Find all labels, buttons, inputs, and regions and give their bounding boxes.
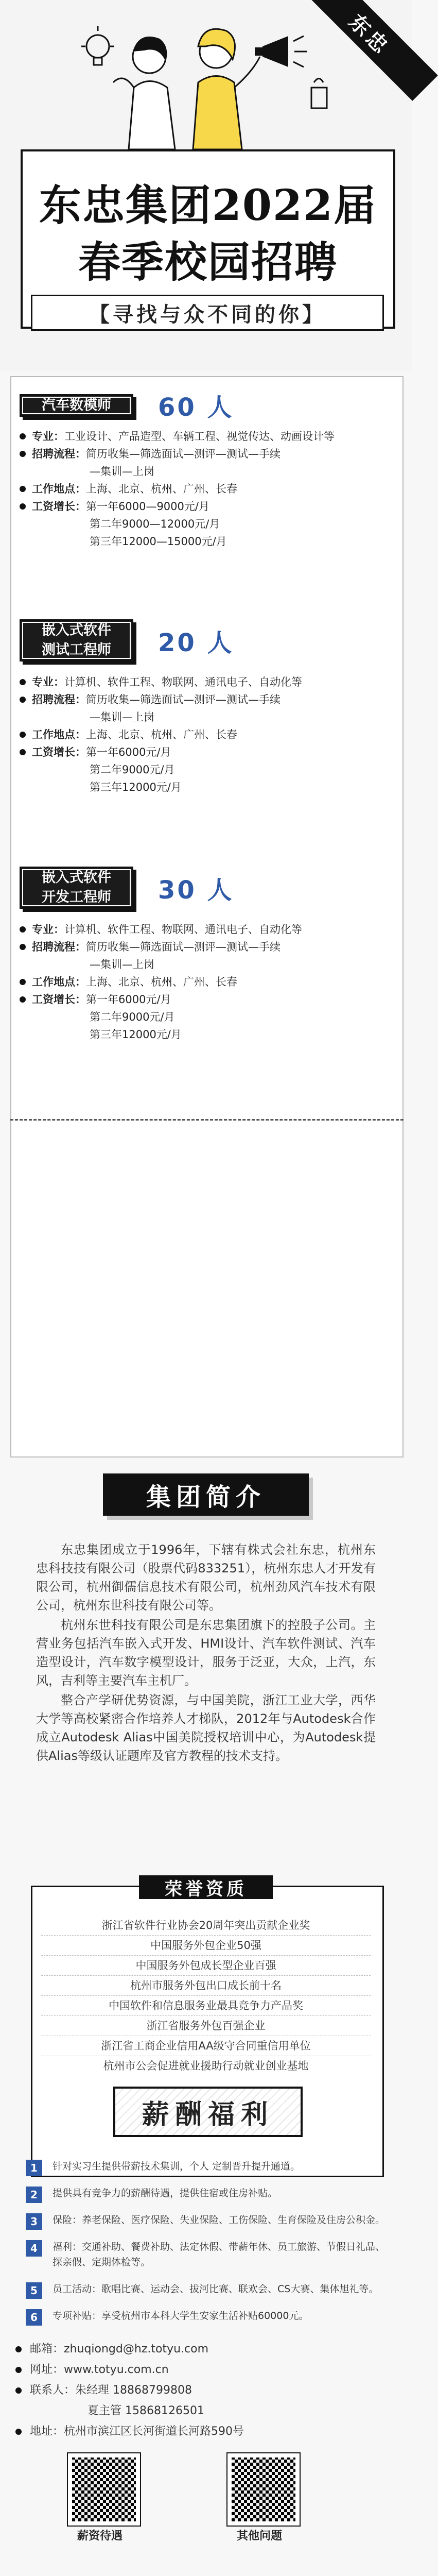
job-details: [20, 921, 395, 1043]
bullet-icon: [20, 486, 26, 492]
job-title: 嵌入式软件: [42, 622, 111, 638]
qr-area: [0, 2473, 412, 2543]
hero-illustration: [77, 10, 335, 149]
job-major: 专业：计算机、软件工程、物联网、通讯电子、自动化等: [20, 921, 395, 938]
bullet-icon: [20, 451, 26, 457]
job-location: 工作地点：上海、北京、杭州、广州、长春: [20, 973, 395, 991]
job-title-tag: [20, 619, 133, 662]
benefits-title: 薪酬福利: [113, 2087, 303, 2137]
job-process: 招聘流程：简历收集—筛选面试—测评—测试—手续 —集训—上岗: [20, 445, 395, 480]
job-headcount: 20 人: [158, 628, 234, 657]
bullet-icon: [15, 2367, 22, 2373]
main-title-line1: 东忠集团2022届: [39, 181, 377, 230]
job-process: 招聘流程：简历收集—筛选面试—测评—测试—手续 —集训—上岗: [20, 938, 395, 973]
benefit-item: 5 员工活动：歌唱比赛、运动会、拔河比赛、联欢会、CS大赛、集体旭礼等。: [26, 2281, 386, 2297]
job-salary: 工资增长：第一年6000—9000元/月 第二年9000—12000元/月 第三年12000—15000元/月: [20, 498, 395, 550]
benefit-number: 2: [26, 2187, 42, 2203]
megaphone-icon: [255, 36, 307, 67]
job-title: 测试工程师: [42, 642, 111, 658]
contact-person: 夏主管 15868126501: [87, 2404, 204, 2417]
honor-item: 浙江省服务外包百强企业: [41, 2016, 371, 2036]
corner-ribbon: 东忠: [303, 0, 438, 101]
job-major: 专业：计算机、软件工程、物联网、通讯电子、自动化等: [20, 673, 395, 691]
bullet-icon: [20, 697, 26, 703]
main-title-line2: 春季校园招聘: [78, 238, 338, 287]
bullet-icon: [20, 996, 26, 1003]
woman-figure-center: [193, 29, 260, 149]
job-process: 招聘流程：简历收集—筛选面试—测评—测试—手续 —集训—上岗: [20, 691, 395, 726]
job-header: [20, 867, 234, 909]
intro-paragraph: 整合产学研优势资源，与中国美院，浙江工业大学，西华大学等高校紧密合作培养人才梯队，2012年与Autodesk合作成立Autodesk Alias中国美院授权培训中心，为Autodesk提供Alias等级认证题库及官方教程的技术支持。: [36, 1693, 376, 1763]
job-major: 专业：工业设计、产品造型、车辆工程、视觉传达、动画设计等: [20, 428, 395, 445]
qr-code-salary[interactable]: [67, 2452, 141, 2527]
bullet-icon: [15, 2387, 22, 2394]
contact-section: [10, 2339, 401, 2442]
bullet-icon: [20, 944, 26, 950]
section-divider: [10, 1119, 404, 1121]
honor-item: 浙江省工商企业信用AA级守合同重信用单位: [41, 2036, 371, 2056]
job-headcount: 30 人: [158, 875, 234, 905]
bullet-icon: [20, 433, 26, 439]
job-salary: 工资增长：第一年6000元/月 第二年9000元/月 第三年12000元/月: [20, 991, 395, 1043]
benefit-item: 4 福利：交通补助、餐费补助、法定休假、带薪年休、员工旅游、节假日礼品、探亲假、定期体检等。: [26, 2239, 386, 2270]
benefit-item: 6 专项补贴：享受杭州市本科大学生安家生活补贴60000元。: [26, 2308, 386, 2324]
benefit-number: 5: [26, 2282, 42, 2299]
benefit-item: 3 保险：养老保险、医疗保险、失业保险、工伤保险、生育保险及住房公积金。: [26, 2212, 386, 2228]
contact-person: 联系人：朱经理 18868799808: [10, 2380, 401, 2401]
bullet-icon: [20, 926, 26, 933]
lightbulb-icon: [81, 26, 114, 65]
qr-label-questions: 其他问题: [237, 2530, 283, 2543]
job-details: [20, 673, 395, 796]
honor-item: 中国服务外包企业50强: [41, 1936, 371, 1956]
bullet-icon: [20, 732, 26, 738]
job-title-tag: [20, 394, 133, 417]
jobs-panel: [10, 376, 404, 1458]
website-link[interactable]: www.totyu.com.cn: [64, 2363, 169, 2376]
job-header: [20, 387, 234, 423]
benefit-item: 1 针对实习生提供带薪技术集训，个人 定制晋升提升通道。: [26, 2159, 386, 2174]
honors-title: 荣誉资质: [139, 1875, 273, 1899]
bullet-icon: [15, 2346, 22, 2352]
job-location: 工作地点：上海、北京、杭州、广州、长春: [20, 480, 395, 498]
email-link[interactable]: zhuqiongd@hz.totyu.com: [64, 2343, 208, 2355]
job-title: 嵌入式软件: [42, 870, 111, 886]
woman-figure-left: [113, 37, 175, 149]
job-salary: 工资增长：第一年6000元/月 第二年9000元/月 第三年12000元/月: [20, 743, 395, 796]
benefit-number: 6: [26, 2309, 42, 2326]
qr-code-questions[interactable]: [226, 2452, 301, 2527]
slogan: 【寻找与众不同的你】: [31, 295, 384, 331]
job-header: [20, 619, 234, 662]
coffee-cup-icon: [311, 79, 327, 109]
intro-title: 集团简介: [103, 1473, 309, 1516]
contact-email: 邮箱：zhuqiongd@hz.totyu.com: [10, 2339, 401, 2360]
honor-item: 杭州市公会促进就业援助行动就业创业基地: [103, 2060, 309, 2072]
bullet-icon: [15, 2429, 22, 2435]
benefit-number: 4: [26, 2240, 42, 2257]
contact-address: 地址：杭州市滨江区长河街道长河路590号: [10, 2421, 401, 2442]
bullet-icon: [20, 679, 26, 685]
job-title-tag: [20, 867, 133, 909]
bullet-icon: [20, 749, 26, 755]
qr-label-salary: 薪资待遇: [77, 2530, 123, 2543]
honor-item: 中国服务外包成长型企业百强: [41, 1956, 371, 1976]
benefit-number: 1: [26, 2160, 42, 2176]
job-details: [20, 428, 395, 550]
job-headcount: 60 人: [158, 393, 234, 422]
benefit-item: 2 提供具有竞争力的薪酬待遇，提供住宿或住房补贴。: [26, 2185, 386, 2201]
benefit-number: 3: [26, 2213, 42, 2230]
intro-paragraph: 杭州东世科技有限公司是东忠集团旗下的控股子公司。主营业务包括汽车嵌入式开发、HMI设计、汽车软件测试、汽车造型设计，汽车数字模型设计，服务于泛亚，大众，上汽，东风，吉利等主要汽车主机厂。: [36, 1618, 376, 1688]
honors-list: [31, 1916, 381, 2076]
job-location: 工作地点：上海、北京、杭州、广州、长春: [20, 726, 395, 743]
job-title: 汽车数模师: [42, 397, 111, 413]
company-intro: [36, 1540, 376, 1766]
job-title: 开发工程师: [42, 889, 111, 905]
honor-item: 杭州市服务外包出口成长前十名: [41, 1976, 371, 1996]
honor-item: 浙江省软件行业协会20周年突出贡献企业奖: [41, 1916, 371, 1936]
bullet-icon: [20, 979, 26, 985]
contact-website: 网址：www.totyu.com.cn: [10, 2360, 401, 2380]
bullet-icon: [20, 503, 26, 510]
benefits-list: [26, 2159, 386, 2335]
honor-item: 中国软件和信息服务业最具竞争力产品奖: [41, 1996, 371, 2016]
intro-paragraph: 东忠集团成立于1996年，下辖有株式会社东忠，杭州东忠科技技有限公司（股票代码833251），杭州东忠人才开发有限公司，杭州御儒信息技术有限公司，杭州劲风汽车技术有限公司，杭州东世科技有限公司等。: [36, 1543, 376, 1613]
hero-section: [0, 0, 412, 371]
